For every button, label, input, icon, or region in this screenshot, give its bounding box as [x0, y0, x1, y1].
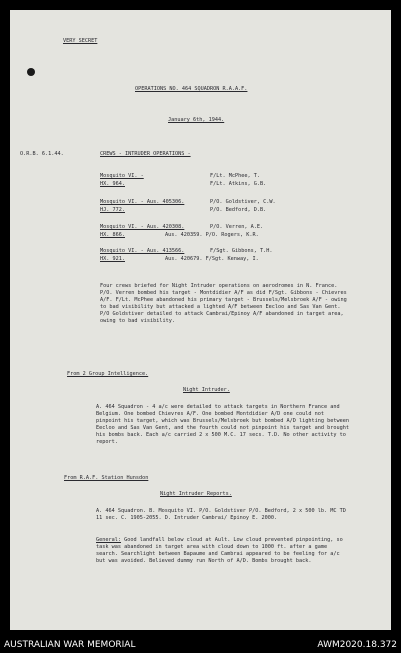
general-body: Good landfall below cloud at Ault. Low cloud prevented pinpointing, so task was abandoned in target area with cloud down to 1000 ft. after a game search. Searchlight between Bapaume and Cambrai appeared to be feeling for a/c but was avoided. Believed dummy run North of A/D. Bombs brought back.	[96, 537, 343, 564]
classification-stamp: VERY SECRET	[63, 38, 98, 44]
footer-institution: AUSTRALIAN WAR MEMORIAL	[4, 640, 136, 650]
group-intel-heading: From 2 Group Intelligence.	[67, 371, 149, 377]
crew-aircraft: Mosquito VI. - Aus. 405306.	[100, 199, 185, 205]
orb-reference: O.R.B. 6.1.44.	[20, 151, 64, 157]
group-intel-body: A. 464 Squadron - 4 a/c were detailed to attack targets in Northern France and Belgium. One bombed Chievres A/F. One bombed Montdidier A/D one could not pinpoint his target, which was Brussels/Melsbroek but bombed A/D lighting between Eecloo and Sas Van Gent, and the fourth could not pinpoint his target and brought his bombs back. Each a/c carried 2 x 500 M.C. 17 secs. T.D. No other activity to report.	[96, 404, 349, 445]
operations-summary: Four crews briefed for Night Intruder operations on aerodromes in N. France. P/O. Verren bombed his target - Montdidier A/F as did F/Sgt. Gibbons - Chievres A/F. F/Lt. McPhee abandoned his primary target - Brussels/Melsbroek A/F - owing to bad visibility but attacked a lighted A/F between Eecloo and Sas Van Gent. P/O Goldstiver detailed to attack Cambrai/Epinoy A/F abandoned in target area, owing to bad visibility.	[100, 283, 347, 324]
crew-member: P/O. Goldstiver, C.W.	[210, 199, 276, 205]
crew-member: F/Lt. McPhee, T.	[210, 173, 260, 179]
crew-member: P/O. Bedford, D.B.	[210, 207, 267, 213]
crew-aircraft: Mosquito VI. - Aus. 413566.	[100, 248, 185, 254]
general-label: General:	[96, 537, 121, 543]
document-title: OPERATIONS NO. 464 SQUADRON R.A.A.F.	[135, 86, 248, 92]
station-subheading: Night Intruder Reports.	[160, 491, 232, 497]
station-body: A. 464 Squadron. B. Mosquito VI. P/O. Goldstiver P/O. Bedford, 2 x 500 lb. MC TD 11 sec. C. 1905-2055. D. Intruder Cambrai/ Epinoy E. 2000.	[96, 508, 346, 521]
punch-hole	[27, 68, 35, 76]
crew-member: Aus. 420359. P/O. Rogers, K.R.	[165, 232, 259, 238]
crew-aircraft: Mosquito VI. - Aus. 420308.	[100, 224, 185, 230]
station-general	[96, 537, 351, 565]
crew-member: P/O. Verren, A.E.	[210, 224, 264, 230]
crew-serial: HX. 964.	[100, 181, 125, 187]
crew-member: F/Sgt. Gibbons, T.H.	[210, 248, 273, 254]
document-date: January 6th, 1944.	[168, 117, 225, 123]
group-intel-subheading: Night Intruder.	[183, 387, 230, 393]
section-heading: CREWS - INTRUDER OPERATIONS -	[100, 151, 191, 157]
crew-aircraft: Mosquito VI. -	[100, 173, 144, 179]
crew-member: Aus. 420679. F/Sgt. Kenway, I.	[165, 256, 259, 262]
station-heading: From R.A.F. Station Hunsdon	[64, 475, 149, 481]
crew-serial: HX. 866.	[100, 232, 125, 238]
crew-serial: HJ. 772.	[100, 207, 125, 213]
footer-accession-number: AWM2020.18.372	[317, 640, 397, 650]
crew-serial: HX. 921.	[100, 256, 125, 262]
crew-member: F/Lt. Atkins, G.B.	[210, 181, 267, 187]
